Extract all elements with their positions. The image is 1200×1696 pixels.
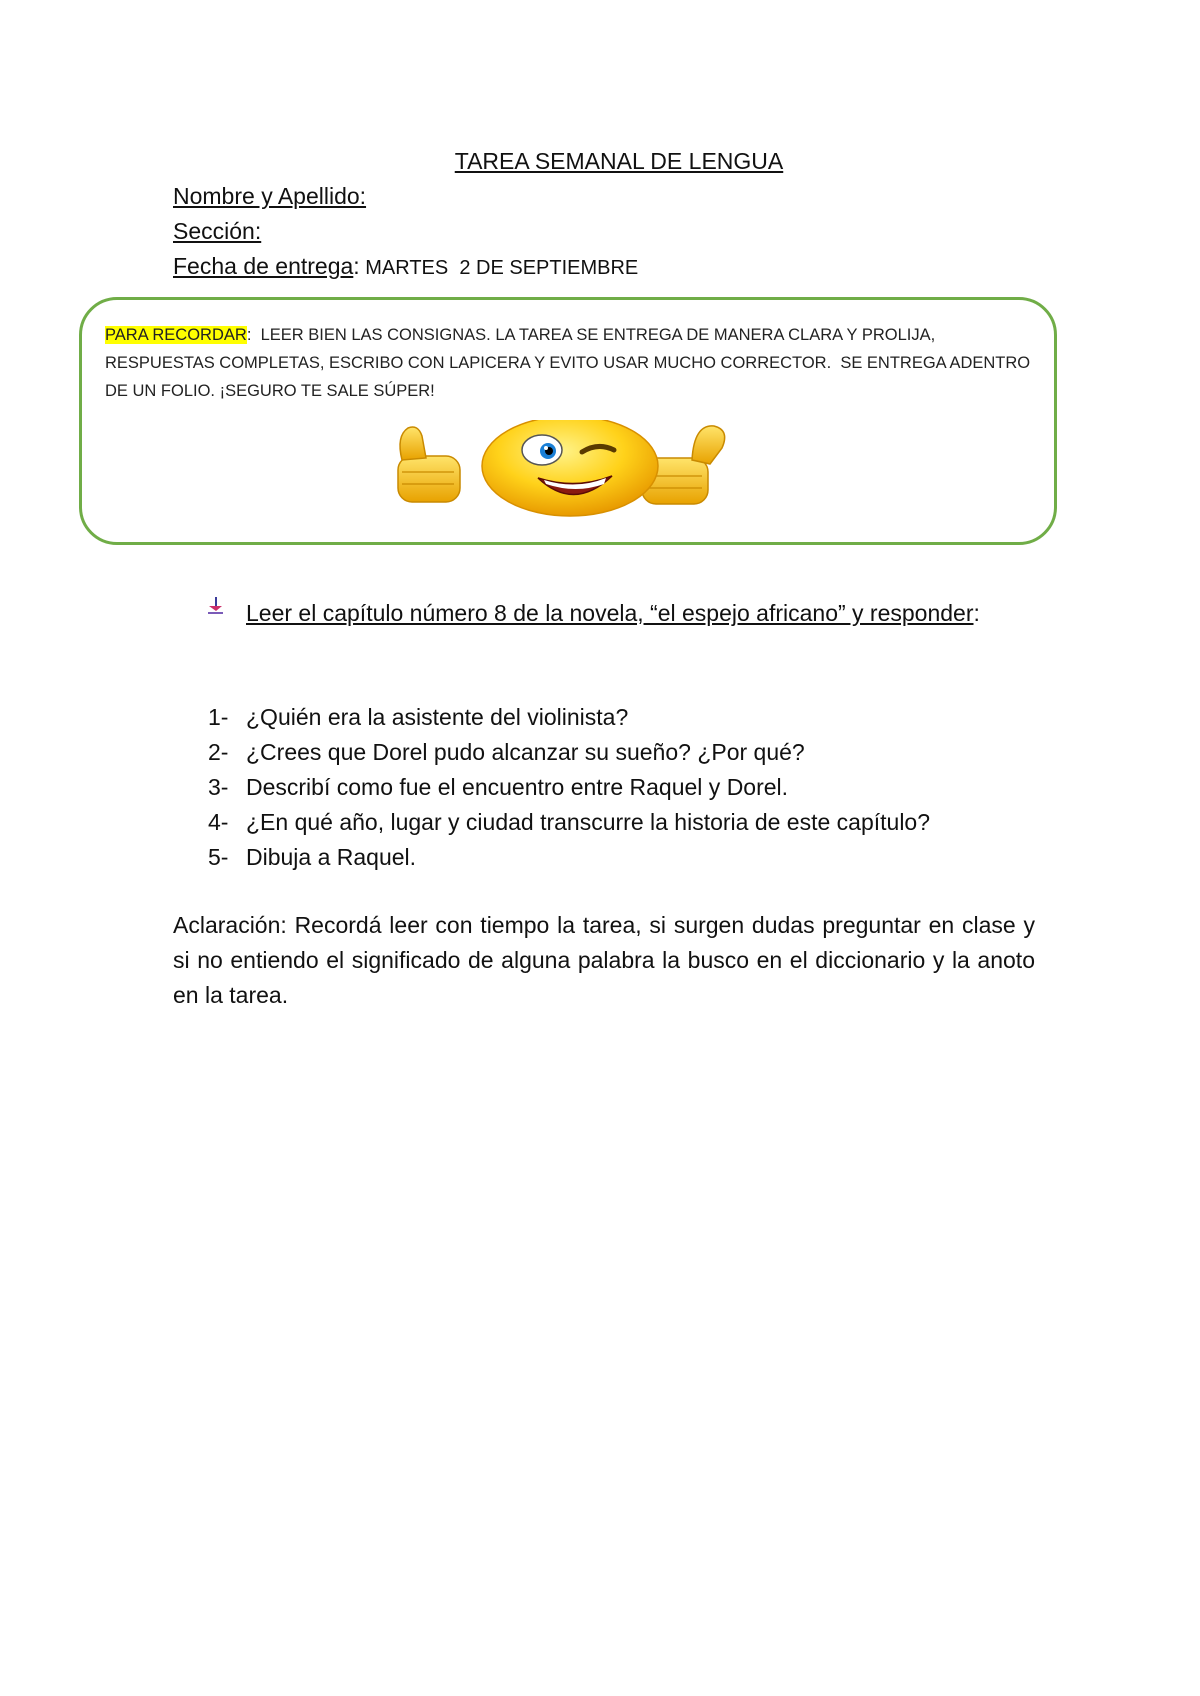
smiley-face-icon [482,420,658,516]
question-text: Dibuja a Raquel. [246,844,417,870]
name-label: Nombre y Apellido: [173,183,367,209]
question-number: 1- [208,704,229,730]
thumbs-up-winking-smiley-icon [392,420,744,520]
due-date-field [173,253,638,280]
document-title: TAREA SEMANAL DE LENGUA [454,148,784,174]
list-item [208,735,930,770]
list-item [208,700,930,735]
due-date-label: Fecha de entrega [173,253,354,279]
reminder-body: LEER BIEN LAS CONSIGNAS. LA TAREA SE ENTREGA DE MANERA CLARA Y PROLIJA, RESPUESTAS COMPLETAS, ESCRIBO CON LAPICERA Y EVITO USAR MUCHO CORRECTOR. SE ENTREGA ADENTRO DE UN FOLIO. ¡SEGURO TE SALE SÚPER! [105,326,1035,400]
arrow-bullet-icon [208,597,223,615]
question-number: 3- [208,774,229,800]
section-field [173,218,261,245]
question-number: 5- [208,844,229,870]
due-date-colon: : [353,253,360,279]
reminder-colon: : [246,326,252,344]
reminder-highlight: PARA RECORDAR [105,326,247,344]
question-list [208,700,930,875]
question-text: ¿Crees que Dorel pudo alcanzar su sueño? ¿Por qué? [246,739,805,765]
reminder-text [105,321,1035,405]
list-item [208,840,930,875]
left-thumb-icon [398,427,460,502]
due-date-value: MARTES 2 DE SEPTIEMBRE [359,257,639,279]
instruction-colon: : [973,600,980,626]
instruction-text: Leer el capítulo número 8 de la novela, “el espejo africano” y responder [246,600,974,626]
reading-instruction [246,596,986,631]
section-label: Sección: [173,218,262,244]
name-field [173,183,366,210]
question-number: 2- [208,739,229,765]
question-text: Describí como fue el encuentro entre Raquel y Dorel. [246,774,789,800]
question-text: ¿En qué año, lugar y ciudad transcurre la historia de este capítulo? [246,809,931,835]
question-text: ¿Quién era la asistente del violinista? [246,704,629,730]
clarification-note: Aclaración: Recordá leer con tiempo la tarea, si surgen dudas preguntar en clase y si no entiendo el significado de alguna palabra la busco en el diccionario y la anoto en la tarea. [173,912,1035,1008]
question-number: 4- [208,809,229,835]
list-item [208,770,930,805]
list-item [208,805,930,840]
